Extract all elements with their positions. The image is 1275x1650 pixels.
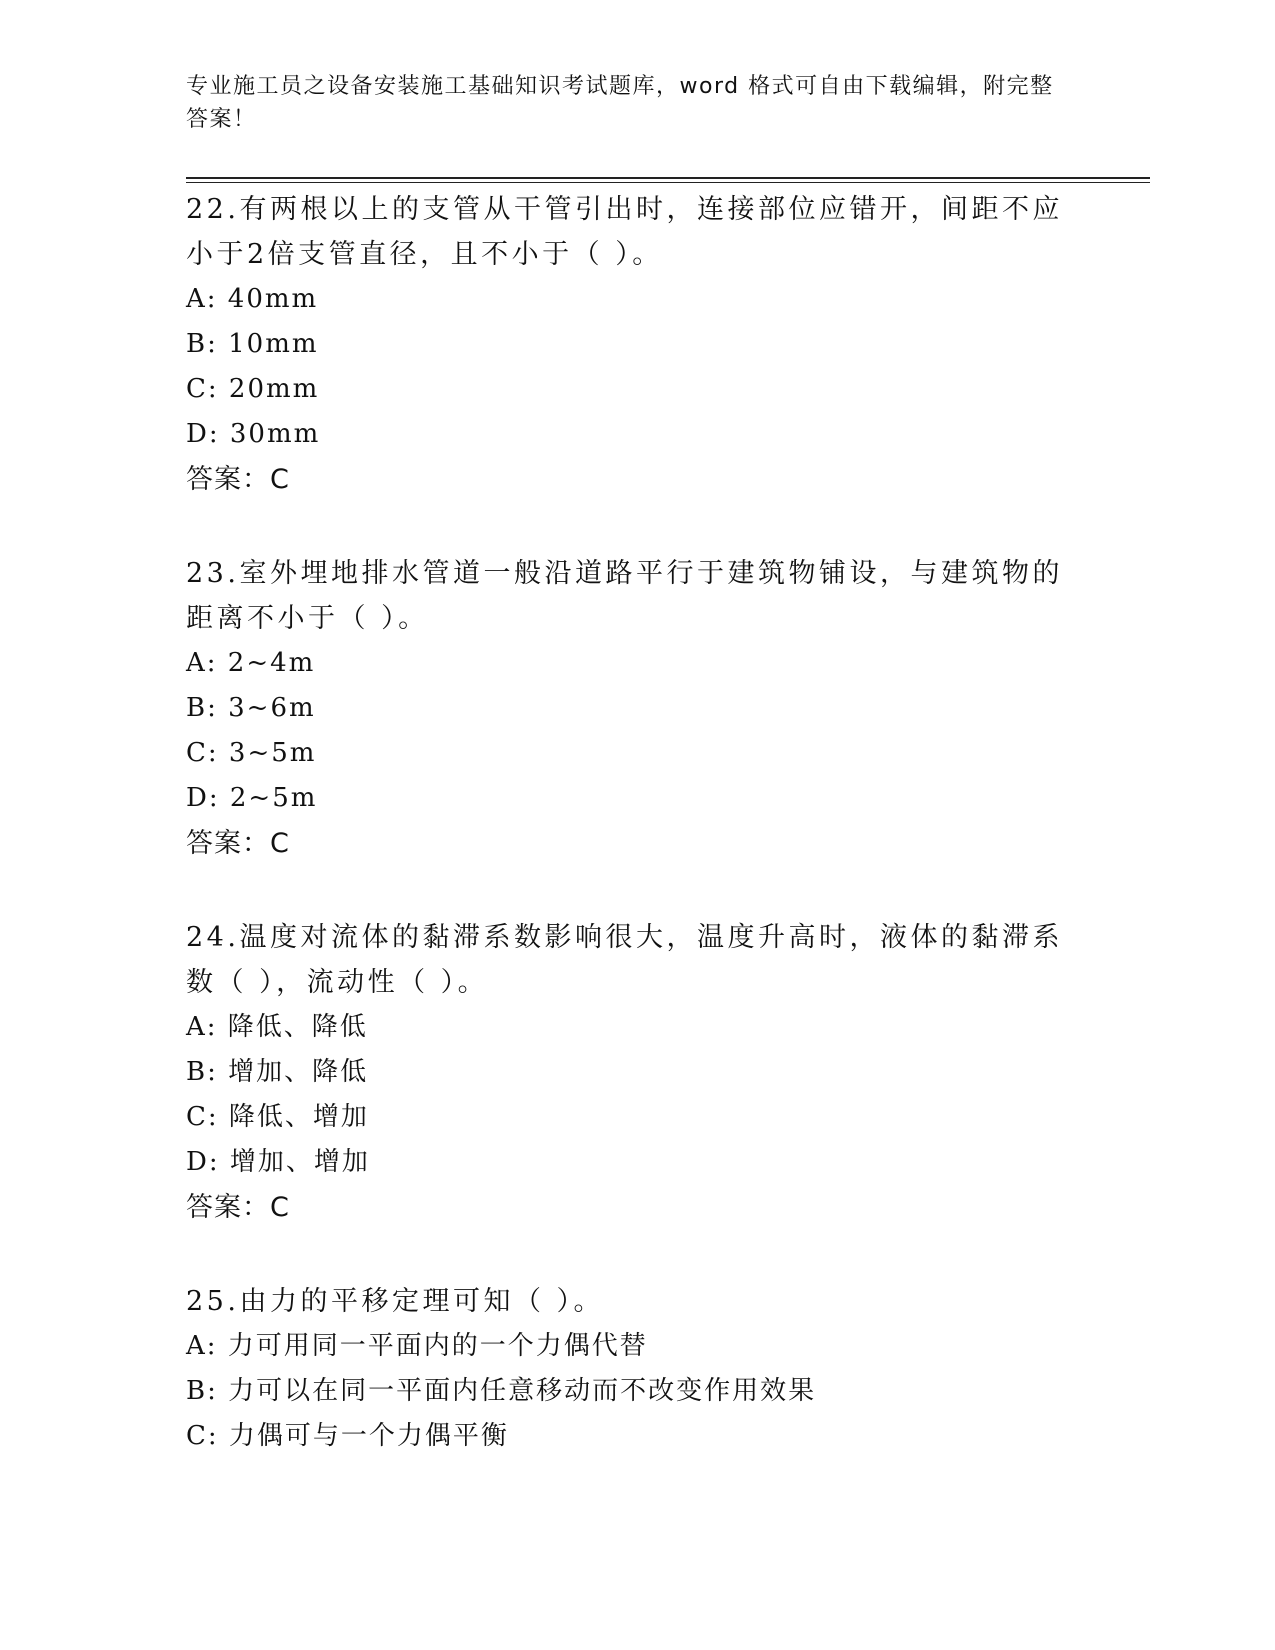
answer: 答案：C bbox=[186, 1192, 290, 1223]
option-c: C: 降低、增加 bbox=[186, 1102, 369, 1132]
question-23 bbox=[186, 551, 1086, 866]
answer: 答案：C bbox=[186, 464, 290, 495]
option-b: B: 3~6m bbox=[186, 693, 316, 723]
option-b: B: 10mm bbox=[186, 329, 319, 359]
option-a: A: 降低、降低 bbox=[186, 1012, 368, 1042]
option-a: A: 40mm bbox=[186, 284, 319, 314]
question-25 bbox=[186, 1279, 1086, 1459]
option-a: A: 2~4m bbox=[186, 648, 316, 678]
question-stem: 24.温度对流体的黏滞系数影响很大，温度升高时，液体的黏滞系数（ ），流动性（ ）。 bbox=[186, 922, 1063, 998]
question-stem: 25.由力的平移定理可知（ ）。 bbox=[186, 1286, 605, 1317]
option-c: C: 20mm bbox=[186, 374, 320, 404]
option-a: A: 力可用同一平面内的一个力偶代替 bbox=[186, 1331, 648, 1361]
answer: 答案：C bbox=[186, 828, 290, 859]
header-rule-thick bbox=[186, 177, 1150, 179]
option-c: C: 3~5m bbox=[186, 738, 317, 768]
question-stem: 23.室外埋地排水管道一般沿道路平行于建筑物铺设，与建筑物的距离不小于（ ）。 bbox=[186, 558, 1063, 634]
option-d: D: 2~5m bbox=[186, 783, 318, 813]
option-d: D: 增加、增加 bbox=[186, 1147, 370, 1177]
header-rule-thin bbox=[186, 182, 1150, 183]
option-d: D: 30mm bbox=[186, 419, 321, 449]
question-stem: 22.有两根以上的支管从干管引出时，连接部位应错开，间距不应小于2倍支管直径，且不小于（ ）。 bbox=[186, 194, 1063, 270]
question-22 bbox=[186, 187, 1086, 502]
document-header: 专业施工员之设备安装施工基础知识考试题库，word 格式可自由下载编辑，附完整答案！ bbox=[186, 74, 1054, 132]
option-b: B: 增加、降低 bbox=[186, 1057, 369, 1087]
option-b: B: 力可以在同一平面内任意移动而不改变作用效果 bbox=[186, 1376, 817, 1406]
question-24 bbox=[186, 915, 1086, 1230]
option-c: C: 力偶可与一个力偶平衡 bbox=[186, 1421, 509, 1451]
